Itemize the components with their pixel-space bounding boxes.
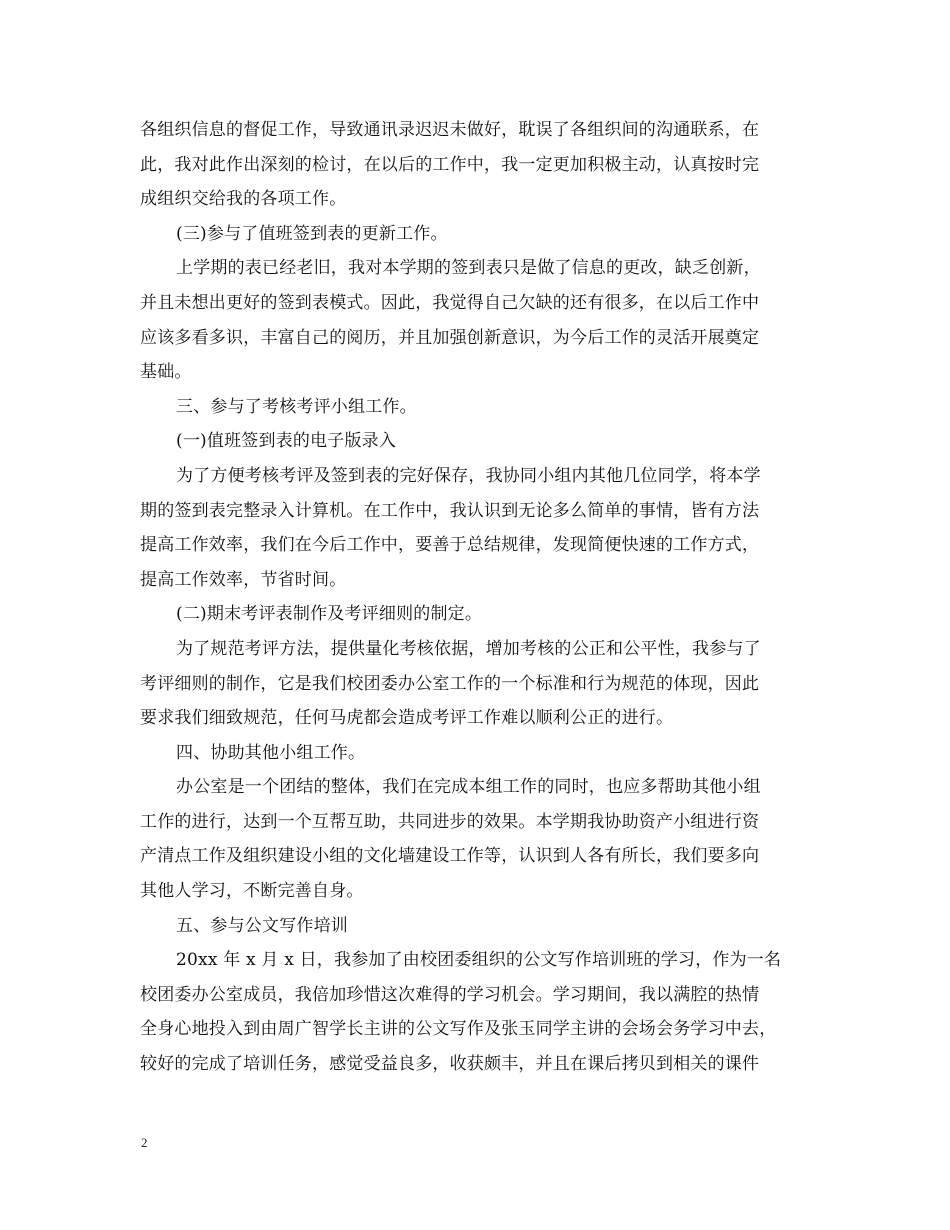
text-line: 期的签到表完整录入计算机。在工作中，我认识到无论多么简单的事情，皆有方法 [140,500,760,521]
text-line: 四、协助其他小组工作。 [176,742,366,763]
text-line: 全身心地投入到由周广智学长主讲的公文写作及张玉同学主讲的会场会务学习中去， [140,1019,777,1040]
text-line: 较好的完成了培训任务，感觉受益良多，收获颇丰，并且在课后拷贝到相关的课件 [140,1054,760,1075]
text-line: 其他人学习，不断完善自身。 [140,881,364,902]
text-line: 为了方便考核考评及签到表的完好保存，我协同小组内其他几位同学，将本学 [176,465,761,486]
page-number: 2 [141,1135,148,1150]
text-line: (三)参与了值班签到表的更新工作。 [176,223,448,244]
text-line: 校团委办公室成员，我倍加珍惜这次难得的学习机会。学习期间，我以满腔的热情 [140,984,760,1005]
text-line: 提高工作效率，我们在今后工作中，要善于总结规律，发现简便快速的工作方式， [140,535,760,556]
text-line: 五、参与公文写作培训 [176,915,348,936]
text-line: (一)值班签到表的电子版录入 [176,431,397,452]
text-line: 各组织信息的督促工作，导致通讯录迟迟未做好，耽误了各组织间的沟通联系，在 [140,120,760,140]
text-line: 提高工作效率，节省时间。 [140,569,347,590]
text-line: 成组织交给我的各项工作。 [140,189,347,210]
body-text [140,113,824,1082]
text-line: 要求我们细致规范，任何马虎都会造成考评工作难以顺利公正的进行。 [140,708,674,729]
text-line: 三、参与了考核考评小组工作。 [176,396,417,417]
text-line: 上学期的表已经老旧，我对本学期的签到表只是做了信息的更改，缺乏创新， [176,258,761,279]
text-line: 产清点工作及组织建设小组的文化墙建设工作等，认识到人各有所长，我们要多向 [140,846,760,867]
text-line: 考评细则的制作，它是我们校团委办公室工作的一个标准和行为规范的体现，因此 [140,673,760,694]
text-line: 此，我对此作出深刻的检讨，在以后的工作中，我一定更加积极主动，认真按时完 [140,154,760,175]
text-line: (二)期末考评表制作及考评细则的制定。 [176,604,483,625]
text-line: 应该多看多识，丰富自己的阅历，并且加强创新意识，为今后工作的灵活开展奠定 [140,327,760,348]
text-line: 为了规范考评方法，提供量化考核依据，增加考核的公正和公平性，我参与了 [176,638,761,659]
text-line: 基础。 [140,362,192,383]
text-line: 工作的进行，达到一个互帮互助，共同进步的效果。本学期我协助资产小组进行资 [140,811,760,832]
text-line: 办公室是一个团结的整体，我们在完成本组工作的同时，也应多帮助其他小组 [176,777,761,798]
text-line: 20xx 年 x 月 x 日，我参加了由校团委组织的公文写作培训班的学习，作为一名 [176,950,782,971]
text-line: 并且未想出更好的签到表模式。因此，我觉得自己欠缺的还有很多，在以后工作中 [140,292,760,313]
